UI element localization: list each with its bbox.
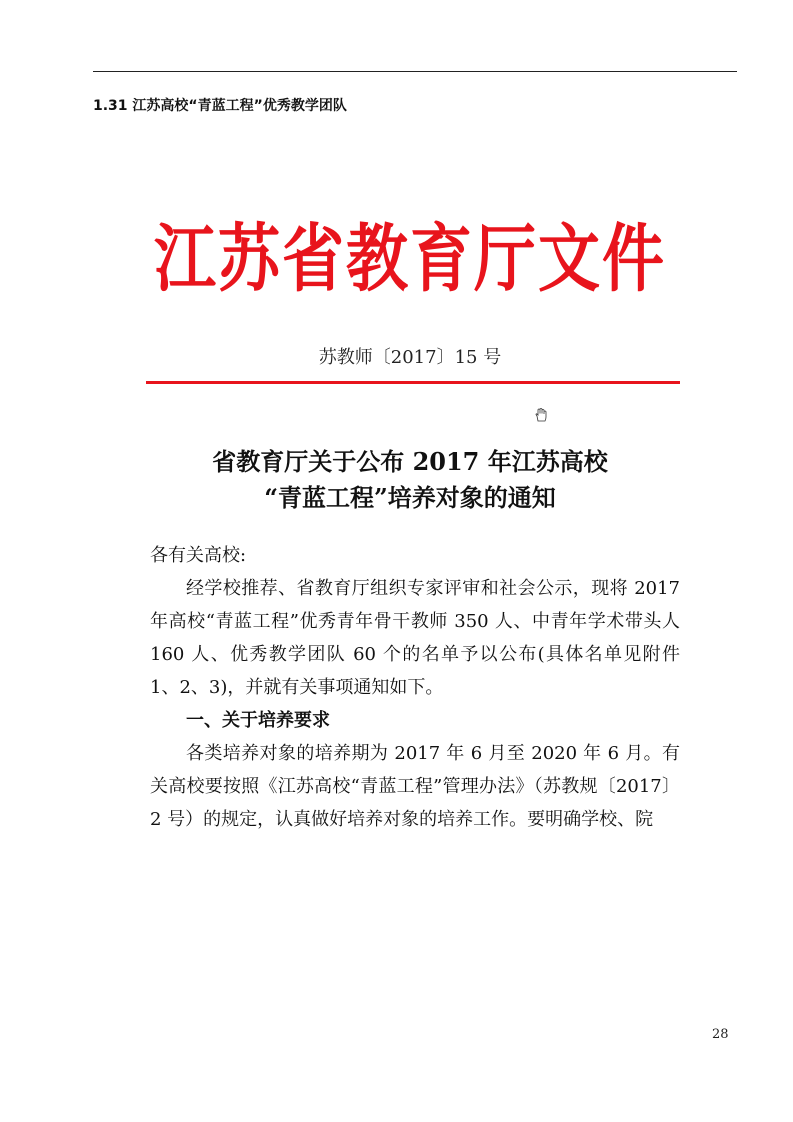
notice-title [100, 444, 720, 516]
subheading-training-requirements: 一、关于培养要求 [186, 710, 330, 731]
document-number: 苏教师〔2017〕15 号 [318, 347, 502, 368]
page-number: 28 [712, 1027, 729, 1042]
section-heading: 1.31 江苏高校“青蓝工程”优秀教学团队 [93, 98, 347, 114]
letterhead-masthead: 江苏省教育厅文件 [153, 215, 666, 302]
notice-title-line-1: 省教育厅关于公布 2017 年江苏高校 [212, 447, 608, 476]
notice-title-line-2: “青蓝工程”培养对象的通知 [264, 483, 556, 512]
paragraph-2: 各类培养对象的培养期为 2017 年 6 月至 2020 年 6 月。有关高校要按照《江苏高校“青蓝工程”管理办法》（苏教规〔2017〕2 号）的规定，认真做好培养对象的培养工作。要明确学校、院 [150, 743, 680, 830]
hand-cursor-icon [534, 408, 548, 422]
paragraph-1: 经学校推荐、省教育厅组织专家评审和社会公示，现将 2017 年高校“青蓝工程”优秀青年骨干教师 350 人、中青年学术带头人 160 人、优秀教学团队 60 个的名单予以公布(具体名单见附件 1、2、3)，并就有关事项通知如下。 [150, 578, 680, 698]
salutation: 各有关高校: [150, 545, 247, 566]
letterhead-red-divider [146, 381, 680, 384]
notice-body [150, 539, 680, 836]
top-divider [93, 71, 737, 72]
